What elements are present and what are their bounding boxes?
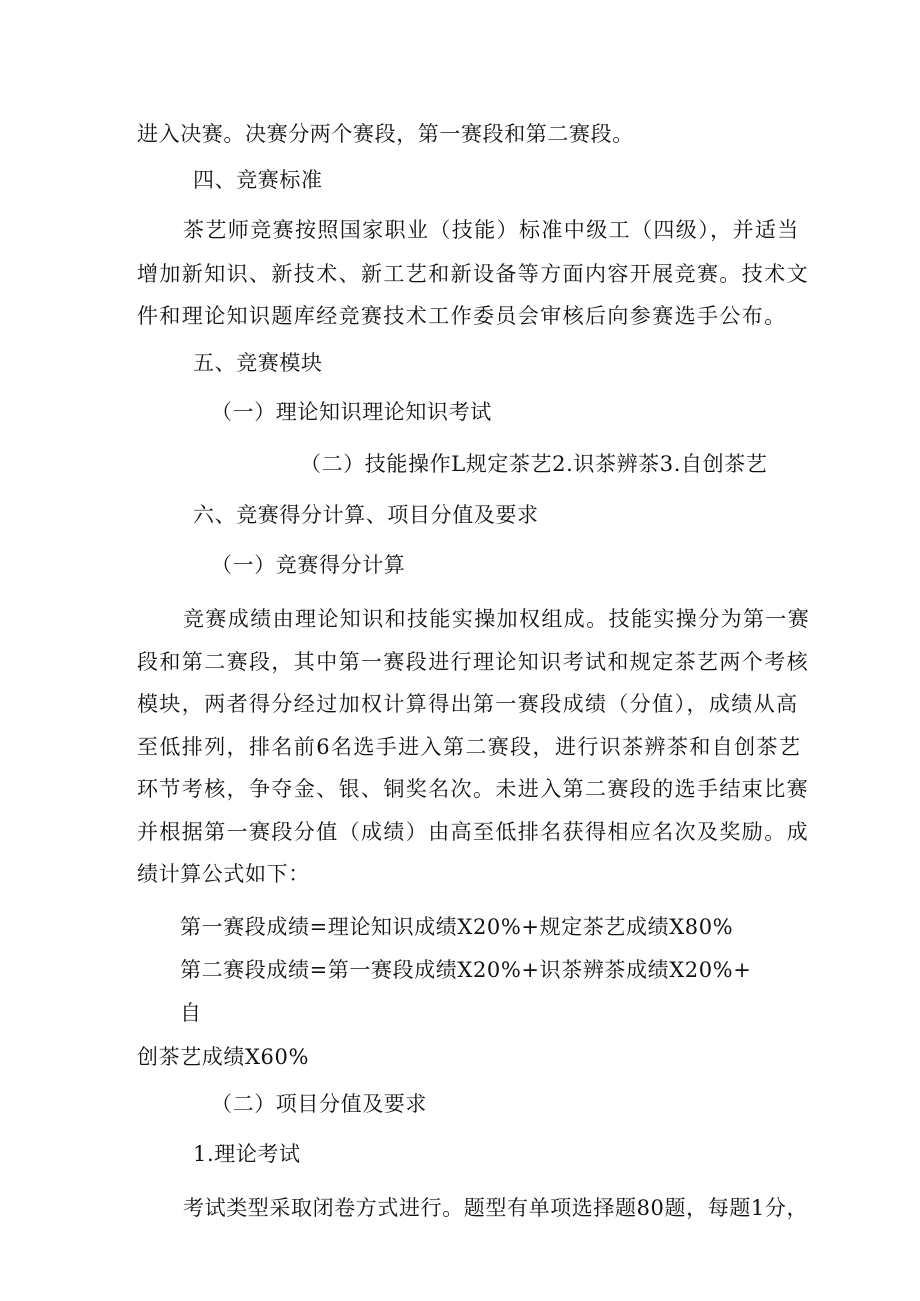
subsection-heading: （二）项目分值及要求: [211, 1092, 427, 1116]
text-line: 并根据第一赛段分值（成绩）由高至低排名获得相应名次及奖励。成: [137, 820, 809, 844]
formula-line: 创茶艺成绩X60%: [137, 1045, 310, 1069]
text-line: 考试类型采取闭卷方式进行。题型有单项选择题80题，每题1分，: [183, 1196, 809, 1220]
item-heading: 1.理论考试: [193, 1142, 301, 1166]
subsection-heading: （一）竞赛得分计算: [211, 553, 406, 577]
text-line: 环节考核，争夺金、银、铜奖名次。未进入第二赛段的选手结束比赛: [137, 777, 809, 801]
section-heading: 六、竞赛得分计算、项目分值及要求: [193, 503, 539, 527]
text-line: 至低排列，排名前6名选手进入第二赛段，进行识茶辨茶和自创茶艺: [137, 735, 802, 759]
formula-line: 自: [180, 1001, 202, 1025]
text-line: 茶艺师竞赛按照国家职业（技能）标准中级工（四级），并适当: [183, 218, 800, 242]
text-line: 增加新知识、新技术、新工艺和新设备等方面内容开展竞赛。技术文: [137, 262, 809, 286]
section-heading: 四、竞赛标准: [193, 168, 323, 192]
text-line: 竞赛成绩由理论知识和技能实操加权组成。技能实操分为第一赛: [183, 607, 811, 631]
text-line: 段和第二赛段，其中第一赛段进行理论知识考试和规定茶艺两个考核: [137, 650, 809, 674]
text-line: 进入决赛。决赛分两个赛段，第一赛段和第二赛段。: [137, 122, 634, 146]
text-line: 绩计算公式如下：: [137, 862, 310, 886]
subsection-heading: （二）技能操作L规定茶艺2.识茶辨茶3.自创茶艺: [300, 452, 768, 476]
text-line: 件和理论知识题库经竞赛技术工作委员会审核后向参赛选手公布。: [137, 304, 787, 328]
text-line: 模块，两者得分经过加权计算得出第一赛段成绩（分值），成绩从高: [137, 692, 799, 716]
subsection-heading: （一）理论知识理论知识考试: [211, 400, 492, 424]
formula-line: 第二赛段成绩=第一赛段成绩X20%+识茶辨茶成绩X20%+: [180, 958, 752, 982]
section-heading: 五、竞赛模块: [193, 351, 323, 375]
formula-line: 第一赛段成绩=理论知识成绩X20%+规定茶艺成绩X80%: [180, 915, 734, 939]
